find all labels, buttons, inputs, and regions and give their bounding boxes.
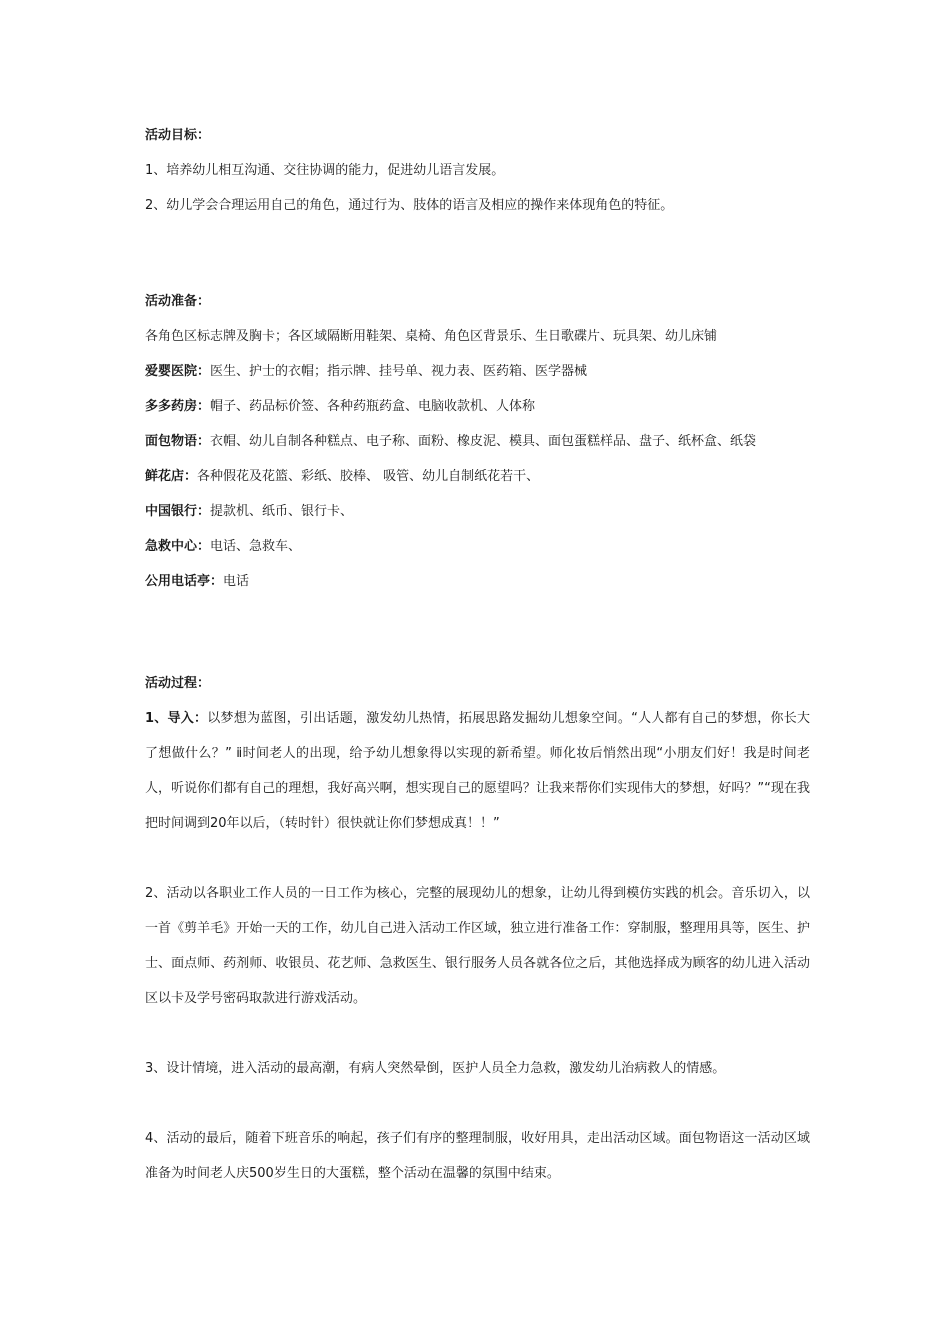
prep-intro: 各角色区标志牌及胸卡；各区域隔断用鞋架、桌椅、角色区背景乐、生日歌碟片、玩具架、幼儿床铺 [145,329,718,344]
prep-area-text: 各种假花及花篮、彩纸、胶棒、 吸管、幼儿自制纸花若干、 [197,469,540,484]
prep-heading: 活动准备： [145,294,211,309]
prep-area-text: 医生、护士的衣帽；指示牌、挂号单、视力表、医药箱、医学器械 [210,364,588,379]
prep-area-label: 鲜花店： [145,469,198,484]
goal-heading: 活动目标： [145,128,211,143]
prep-area-text: 电话 [223,574,250,589]
prep-area-hospital [145,354,810,389]
process-step-1 [145,701,810,841]
prep-area-pharmacy [145,389,810,424]
process-step-label: 1、导入： [145,711,208,726]
prep-area-emergency [145,529,810,564]
prep-area-label: 多多药房： [145,399,211,414]
prep-area-text: 衣帽、幼儿自制各种糕点、电子称、面粉、橡皮泥、模具、面包蛋糕样品、盘子、纸杯盒、纸袋 [210,434,757,449]
prep-area-bank [145,494,810,529]
process-step-text: 以梦想为蓝图，引出话题，激发幼儿热情，拓展思路发掘幼儿想象空间。“人人都有自己的梦想，你长大了想做什么？” ⅱ时间老人的出现，给予幼儿想象得以实现的新希望。师化妆后悄然出现“小朋友们好！我是时间老人，听说你们都有自己的理想，我好高兴啊，想实现自己的愿望吗？让我来帮你们实现伟大的梦想，好吗？”“现在我把时间调到20年以后，（转时针）很快就让你们梦想成真！！” [145,711,810,831]
prep-area-phone-booth [145,564,810,599]
process-step-3: 3、设计情境，进入活动的最高潮，有病人突然晕倒，医护人员全力急救，激发幼儿治病救人的情感。 [145,1061,726,1076]
prep-area-label: 爱婴医院： [145,364,211,379]
prep-area-text: 电话、急救车、 [210,539,302,554]
prep-area-label: 面包物语： [145,434,211,449]
prep-area-label: 中国银行： [145,504,211,519]
prep-area-label: 公用电话亭： [145,574,224,589]
process-step-4: 4、活动的最后，随着下班音乐的响起，孩子们有序的整理制服，收好用具，走出活动区域。面包物语这一活动区域准备为时间老人庆500岁生日的大蛋糕，整个活动在温馨的氛围中结束。 [145,1131,810,1181]
prep-area-text: 帽子、药品标价签、各种药瓶药盒、电脑收款机、人体称 [210,399,536,414]
prep-area-label: 急救中心： [145,539,211,554]
prep-area-bakery [145,424,810,459]
process-step-2: 2、活动以各职业工作人员的一日工作为核心，完整的展现幼儿的想象，让幼儿得到模仿实践的机会。音乐切入，以一首《剪羊毛》开始一天的工作，幼儿自己进入活动工作区域，独立进行准备工作：穿制服，整理用具等，医生、护士、面点师、药剂师、收银员、花艺师、急救医生、银行服务人员各就各位之后，其他选择成为顾客的幼儿进入活动区以卡及学号密码取款进行游戏活动。 [145,886,810,1006]
goal-item-2: 2、幼儿学会合理运用自己的角色，通过行为、肢体的语言及相应的操作来体现角色的特征。 [145,198,674,213]
document-body [145,118,810,1191]
process-heading: 活动过程： [145,676,211,691]
goal-item-1: 1、培养幼儿相互沟通、交往协调的能力，促进幼儿语言发展。 [145,163,505,178]
prep-area-flower-shop [145,459,810,494]
prep-area-text: 提款机、纸币、银行卡、 [210,504,354,519]
